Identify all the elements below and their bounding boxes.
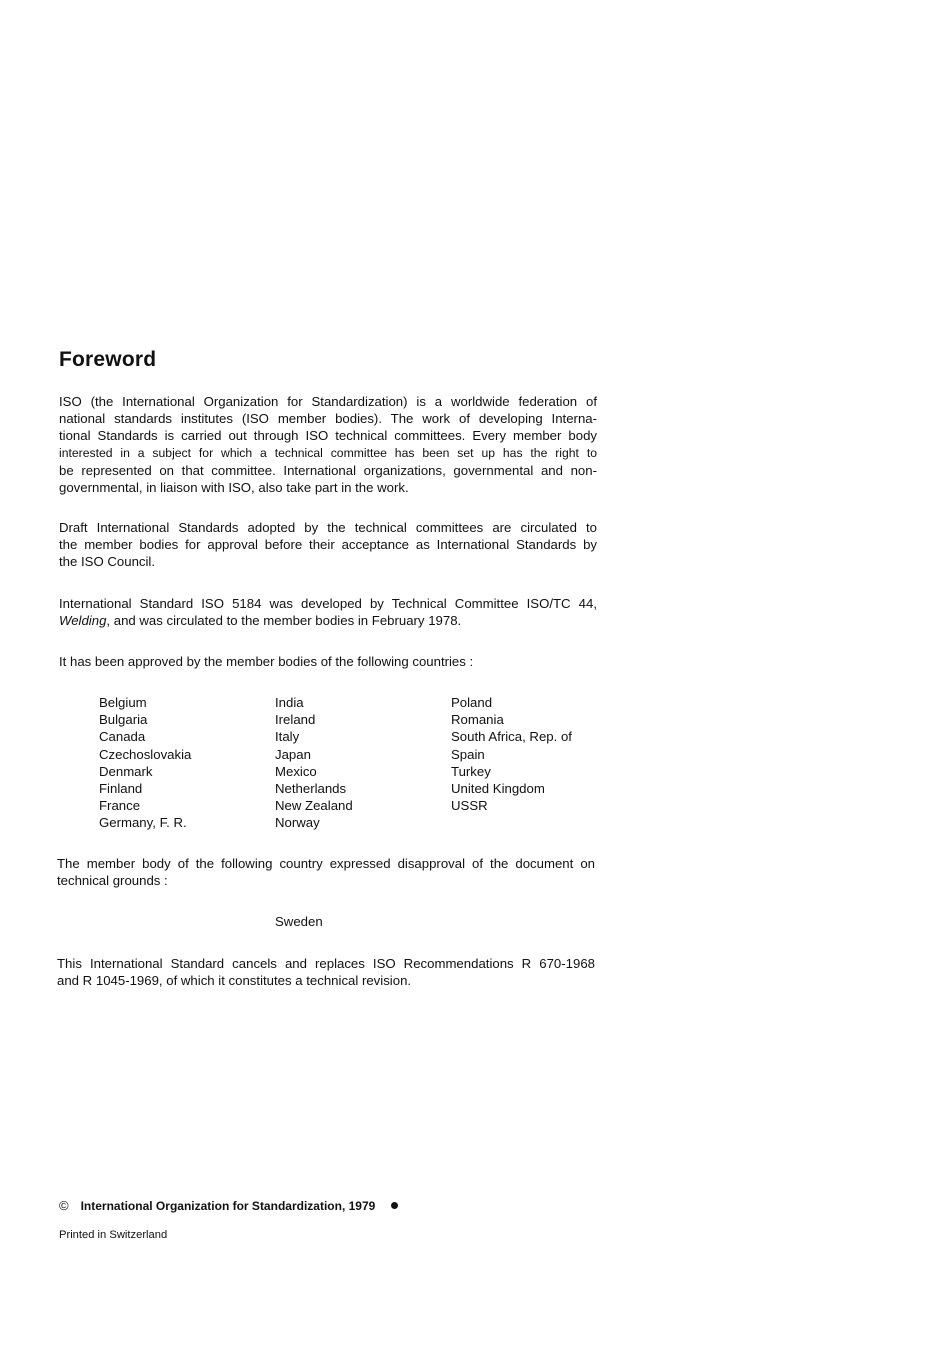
text-line: The member body of the following country expressed disapproval of the document on [57, 856, 595, 871]
country-item: Japan [275, 746, 311, 762]
paragraph-iso-intro [59, 393, 597, 496]
country-item: Belgium [99, 695, 147, 710]
copyright-notice [59, 1198, 398, 1213]
text-line: Draft International Standards adopted by the technical committees are circulated to [59, 520, 597, 535]
text-line: International Standard ISO 5184 was developed by Technical Committee ISO/TC 44, [59, 596, 597, 611]
countries-column-1 [99, 694, 191, 832]
country-item: Ireland [275, 712, 316, 728]
page-title: Foreword [59, 348, 157, 371]
country-item: South Africa, Rep. of [451, 729, 572, 745]
country-item: France [99, 798, 141, 814]
country-item: Finland [99, 781, 143, 797]
country-item: Spain [451, 746, 485, 762]
text-line: be represented on that committee. International organizations, governmental and non- [59, 462, 597, 478]
country-item: USSR [451, 798, 488, 814]
text-fragment: , and was circulated to the member bodies in February 1978. [106, 613, 462, 629]
copyright-text: International Organization for Standardization, 1979 [80, 1198, 376, 1213]
paragraph-replacement [57, 955, 595, 989]
text-line: governmental, in liaison with ISO, also take part in the work. [59, 480, 409, 496]
country-item: United Kingdom [451, 781, 545, 797]
text-line: ISO (the International Organization for Standardization) is a worldwide federation of [59, 394, 597, 409]
text-line: It has been approved by the member bodies of the following countries : [59, 654, 474, 669]
text-line [59, 612, 597, 629]
committee-title: Welding [59, 613, 107, 629]
country-item: Canada [99, 729, 146, 745]
text-line: and R 1045-1969, of which it constitutes a technical revision. [57, 973, 412, 989]
paragraph-draft-standards [59, 519, 597, 571]
text-line: This International Standard cancels and replaces ISO Recommendations R 670-1968 [57, 956, 595, 971]
country-item: Netherlands [275, 781, 347, 797]
country-item: New Zealand [275, 798, 353, 814]
country-item: Denmark [99, 763, 153, 779]
country-item: Italy [275, 729, 300, 745]
paragraph-standard-origin [59, 595, 597, 629]
text-line: national standards institutes (ISO member bodies). The work of developing Interna- [59, 411, 597, 427]
copyright-icon: © [59, 1198, 69, 1213]
country-item: India [275, 695, 304, 710]
country-item: Norway [275, 815, 320, 831]
countries-column-2 [275, 694, 353, 832]
country-item: Poland [451, 695, 493, 710]
text-line: the ISO Council. [59, 554, 156, 570]
country-item: Mexico [275, 763, 317, 779]
paragraph-disapproval [57, 855, 595, 889]
disapproving-country: Sweden [275, 914, 323, 929]
country-item: Czechoslovakia [99, 746, 192, 762]
text-line: the member bodies for approval before their acceptance as International Standards by [59, 537, 597, 553]
printed-in-note: Printed in Switzerland [59, 1229, 168, 1241]
country-item: Turkey [451, 763, 491, 779]
text-line: technical grounds : [57, 873, 168, 889]
paragraph-approval-intro [59, 653, 597, 670]
bullet-icon [391, 1202, 398, 1209]
country-item: Bulgaria [99, 712, 148, 728]
text-line: interested in a subject for which a technical committee has been set up has the right to [59, 445, 597, 460]
text-line: tional Standards is carried out through ISO technical committees. Every member body [59, 428, 597, 444]
country-item: Romania [451, 712, 504, 728]
country-item: Germany, F. R. [99, 815, 187, 831]
countries-column-3 [451, 694, 572, 814]
